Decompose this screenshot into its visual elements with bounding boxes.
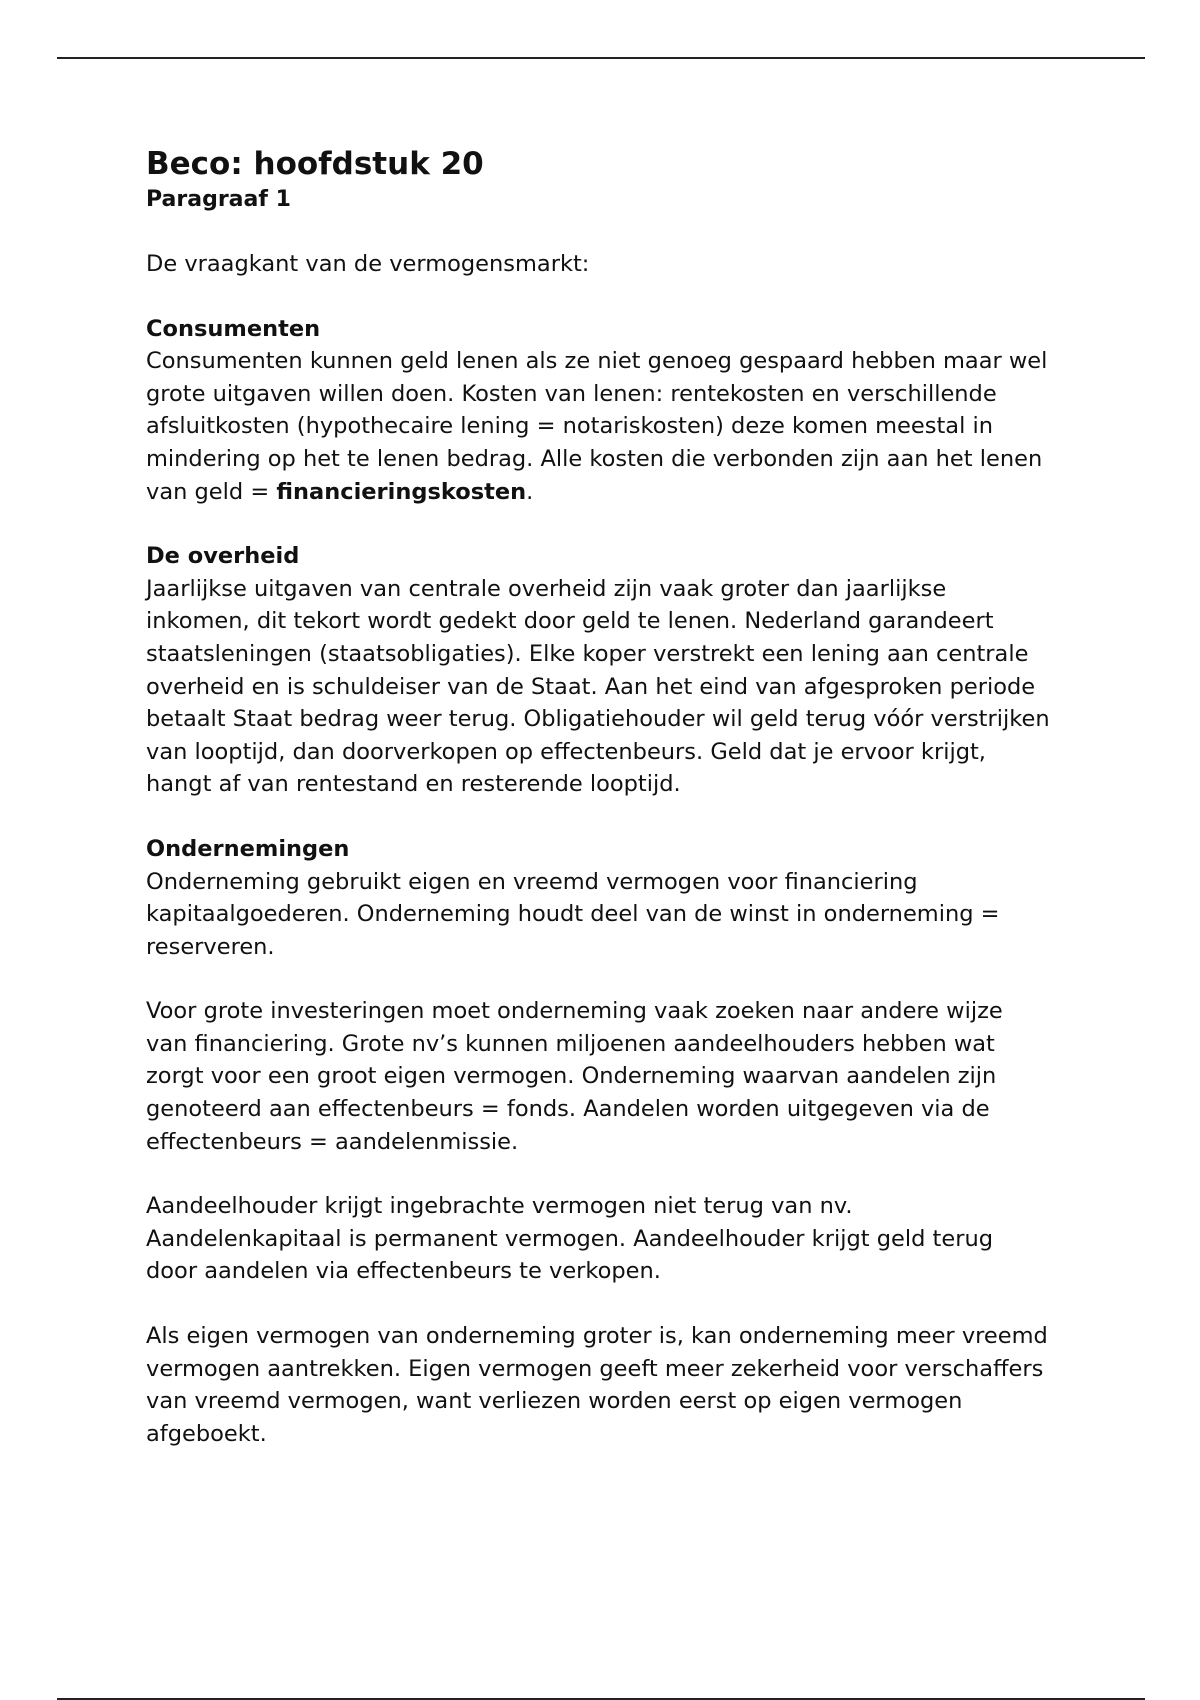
section-body-overheid: Jaarlijkse uitgaven van centrale overheid zijn vaak groter dan jaarlijkse inkomen, dit tekort wordt gedekt door geld te lenen. Nederland garandeert staatsleningen (staatsobligaties). Elke koper verstrekt een lening aan centrale overheid en is schuldeiser van de Staat. Aan het eind van afgesproken periode betaalt Staat bedrag weer terug. Obligatiehouder wil geld terug vóór verstrijken van looptijd, dan doorverkopen op effectenbeurs. Geld dat je ervoor krijgt, hangt af van rentestand en resterende looptijd.	[146, 575, 1050, 798]
section-paragraph: Als eigen vermogen van onderneming groter is, kan onderneming meer vreemd vermogen aantrekken. Eigen vermogen geeft meer zekerheid voor verschaffers van vreemd vermogen, want verliezen worden eerst op eigen vermogen afgeboekt.	[146, 1323, 1048, 1447]
page-content	[146, 146, 1051, 1450]
section-ondernemingen	[146, 833, 1051, 1451]
body-text-end: .	[526, 478, 534, 505]
section-overheid	[146, 540, 1051, 801]
section-consumenten	[146, 313, 1051, 509]
section-paragraph: Voor grote investeringen moet onderneming vaak zoeken naar andere wijze van financiering. Grote nv’s kunnen miljoenen aandeelhouders hebben wat zorgt voor een groot eigen vermogen. Onderneming waarvan aandelen zijn genoteerd aan effectenbeurs = fonds. Aandelen worden uitgegeven via de effectenbeurs = aandelenmissie.	[146, 998, 1003, 1155]
section-heading-consumenten: Consumenten	[146, 315, 321, 342]
section-paragraph: Aandeelhouder krijgt ingebrachte vermogen niet terug van nv. Aandelenkapitaal is permanent vermogen. Aandeelhouder krijgt geld terug door aandelen via effectenbeurs te verkopen.	[146, 1193, 993, 1285]
section-body-consumenten	[146, 345, 1051, 508]
page-title: Beco: hoofdstuk 20	[146, 146, 484, 182]
page-subtitle: Paragraaf 1	[146, 187, 291, 212]
section-heading-overheid: De overheid	[146, 543, 300, 570]
bold-term: financieringskosten	[276, 478, 527, 505]
intro-text: De vraagkant van de vermogensmarkt:	[146, 251, 590, 277]
body-text: Consumenten kunnen geld lenen als ze niet genoeg gespaard hebben maar wel grote uitgaven willen doen. Kosten van lenen: rentekosten en verschillende afsluitkosten (hypothecaire lening = notariskosten) deze komen meestal in mindering op het te lenen bedrag. Alle kosten die verbonden zijn aan het lenen van geld =	[146, 348, 1048, 505]
section-paragraph: Onderneming gebruikt eigen en vreemd vermogen voor financiering kapitaalgoederen. Onderneming houdt deel van de winst in onderneming = reserveren.	[146, 868, 1000, 960]
header-rule	[57, 57, 1145, 59]
section-heading-ondernemingen: Ondernemingen	[146, 835, 350, 862]
